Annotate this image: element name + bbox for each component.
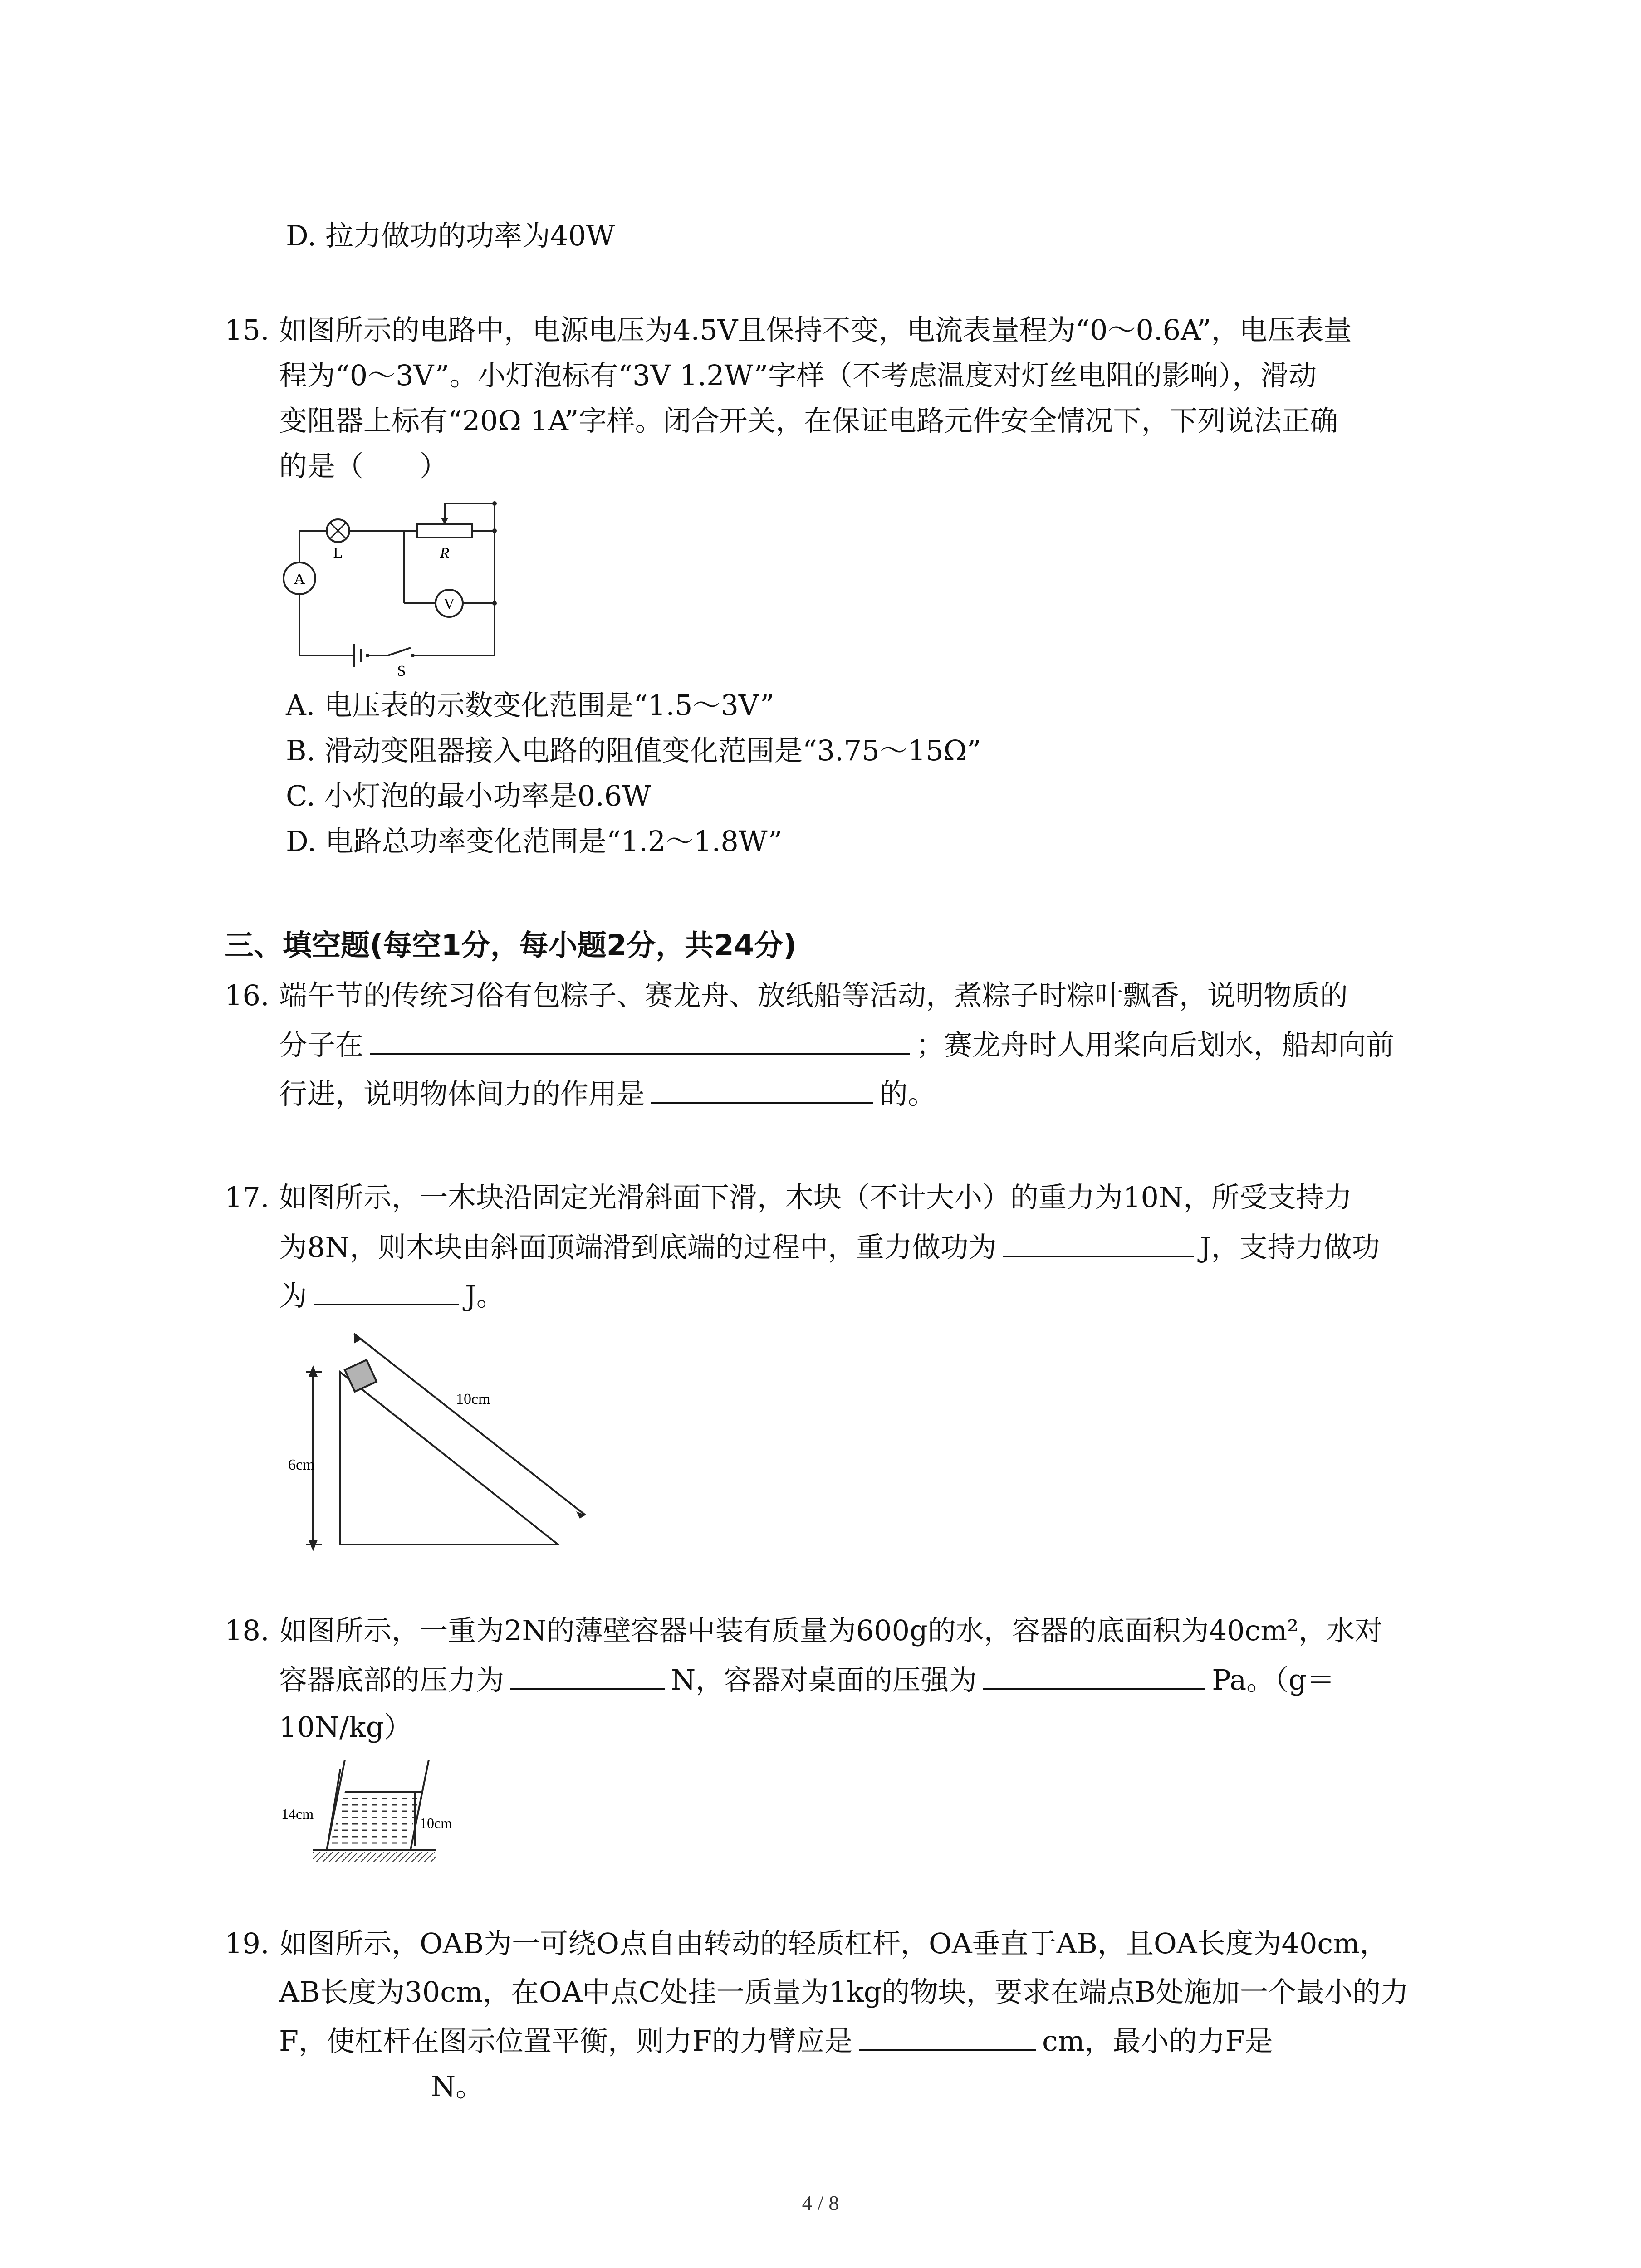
voltmeter-label: V — [443, 596, 455, 612]
q19-line-3: F，使杠杆在图示位置平衡，则力F的力臂应是 cm，最小的力F是 — [279, 2022, 1273, 2059]
q18-line-3: 10N/kg） — [279, 1711, 412, 1744]
q17-line-1: 如图所示，一木块沿固定光滑斜面下滑，木块（不计大小）的重力为10N，所受支持力 — [279, 1181, 1352, 1214]
q17-line-3: 为 J。 — [279, 1277, 505, 1314]
q15-line-1: 如图所示的电路中，电源电压为4.5V且保持不变，电流表量程为“0～0.6A”，电压表量 — [279, 313, 1352, 347]
q15-line-4: 的是（ ） — [279, 450, 448, 483]
q18-number: 18. — [225, 1614, 269, 1647]
q18-blank-1[interactable] — [510, 1661, 665, 1690]
q19-line-2: AB长度为30cm，在OA中点C处挂一质量为1kg的物块，要求在端点B处施加一个最小的力 — [279, 1975, 1409, 2009]
circuit-diagram — [281, 490, 517, 680]
lamp-label: L — [333, 545, 343, 562]
slope-length-label: 10cm — [456, 1391, 490, 1408]
height-label: 6cm — [288, 1457, 315, 1473]
q15-option-a: A. 电压表的示数变化范围是“1.5～3V” — [286, 689, 774, 722]
incline-diagram — [286, 1325, 612, 1560]
q18-blank-2[interactable] — [983, 1661, 1205, 1690]
page-number: 4 / 8 — [802, 2191, 839, 2214]
q15-option-c: C. 小灯泡的最小功率是0.6W — [286, 779, 651, 812]
left-height-label: 14cm — [281, 1806, 314, 1822]
q19-blank-1[interactable] — [859, 2022, 1036, 2051]
q18-line-1: 如图所示，一重为2N的薄壁容器中装有质量为600g的水，容器的底面积为40cm²，水对 — [279, 1614, 1383, 1647]
q16-line-3: 行进，说明物体间力的作用是 的。 — [279, 1075, 936, 1112]
section-heading: 三、填空题(每空1分，每小题2分，共24分) — [225, 929, 797, 963]
q15-option-b: B. 滑动变阻器接入电路的阻值变化范围是“3.75～15Ω” — [286, 734, 981, 767]
q16-number: 16. — [225, 979, 269, 1012]
q17-blank-1[interactable] — [1003, 1228, 1194, 1257]
water-depth-label: 10cm — [420, 1815, 452, 1831]
q16-blank-2[interactable] — [651, 1075, 873, 1104]
q19-line-4: N。 — [431, 2070, 484, 2103]
ammeter-label: A — [294, 571, 305, 587]
q18-line-2: 容器底部的压力为 N，容器对桌面的压强为 Pa。（g＝ — [279, 1661, 1335, 1698]
q15-line-2: 程为“0～3V”。小灯泡标有“3V 1.2W”字样（不考虑温度对灯丝电阻的影响），滑动 — [279, 359, 1317, 392]
q15-number: 15. — [225, 313, 269, 347]
container-diagram — [281, 1751, 490, 1882]
rheostat-label: R — [440, 545, 450, 562]
q15-line-3: 变阻器上标有“20Ω 1A”字样。闭合开关，在保证电路元件安全情况下，下列说法正确 — [279, 404, 1338, 437]
q19-line-1: 如图所示，OAB为一可绕O点自由转动的轻质杠杆，OA垂直于AB，且OA长度为40cm， — [279, 1927, 1388, 1960]
q17-line-2: 为8N，则木块由斜面顶端滑到底端的过程中，重力做功为 J，支持力做功 — [279, 1228, 1380, 1266]
q16-blank-1[interactable] — [370, 1026, 910, 1055]
q16-line-2: 分子在 ；赛龙舟时人用桨向后划水，船却向前 — [279, 1026, 1394, 1063]
q17-blank-2[interactable] — [314, 1277, 459, 1305]
q16-line-1: 端午节的传统习俗有包粽子、赛龙舟、放纸船等活动，煮粽子时粽叶飘香，说明物质的 — [279, 979, 1348, 1012]
q14-option-d: D. 拉力做功的功率为40W — [286, 219, 615, 252]
switch-label: S — [397, 663, 406, 679]
q17-number: 17. — [225, 1181, 269, 1214]
q15-option-d: D. 电路总功率变化范围是“1.2～1.8W” — [286, 825, 783, 858]
q19-number: 19. — [225, 1927, 269, 1960]
